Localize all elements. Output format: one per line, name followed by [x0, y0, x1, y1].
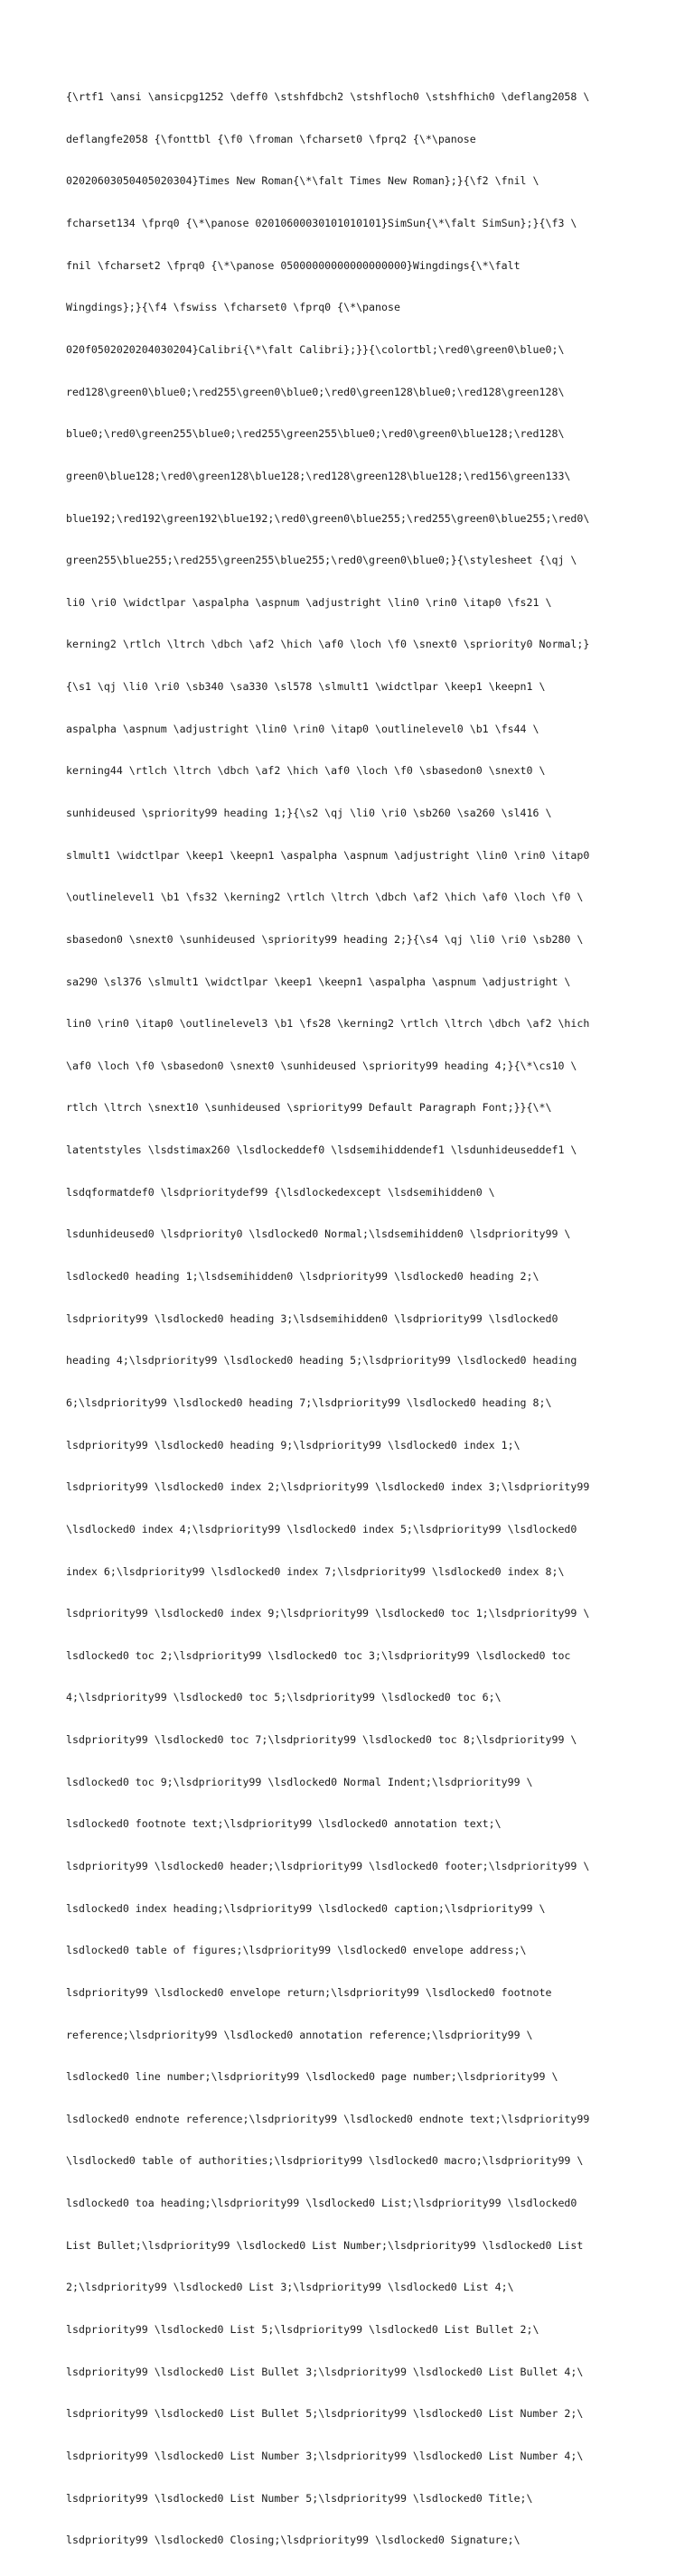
text-line: List Bullet;\lsdpriority99 \lsdlocked0 List Number;\lsdpriority99 \lsdlocked0 List — [66, 2238, 584, 2252]
text-line: \lsdlocked0 table of authorities;\lsdpriority99 \lsdlocked0 macro;\lsdpriority99 \ — [66, 2154, 584, 2168]
text-line: kerning2 \rtlch \ltrch \dbch \af2 \hich \af0 \loch \f0 \snext0 \spriority0 Normal;} — [66, 638, 590, 651]
text-line: \outlinelevel1 \b1 \fs32 \kerning2 \rtlch \ltrch \dbch \af2 \hich \af0 \loch \f0 \ — [66, 891, 584, 904]
text-line: 02020603050405020304}Times New Roman{\*\falt Times New Roman};}{\f2 \fnil \ — [66, 174, 539, 188]
text-line: lsdlocked0 table of figures;\lsdpriority99 \lsdlocked0 envelope address;\ — [66, 1944, 527, 1957]
text-line: 4;\lsdpriority99 \lsdlocked0 toc 5;\lsdpriority99 \lsdlocked0 toc 6;\ — [66, 1691, 502, 1704]
text-line: lsdpriority99 \lsdlocked0 List 5;\lsdpriority99 \lsdlocked0 List Bullet 2;\ — [66, 2323, 539, 2337]
text-line: red128\green0\blue0;\red255\green0\blue0;\red0\green128\blue0;\red128\green128\ — [66, 385, 565, 398]
text-line: lsdlocked0 toc 2;\lsdpriority99 \lsdlocked0 toc 3;\lsdpriority99 \lsdlocked0 toc — [66, 1648, 571, 1662]
text-line: slmult1 \widctlpar \keep1 \keepn1 \aspalpha \aspnum \adjustright \lin0 \rin0 \itap0 — [66, 848, 590, 862]
text-line: aspalpha \aspnum \adjustright \lin0 \rin0 \itap0 \outlinelevel0 \b1 \fs44 \ — [66, 722, 539, 735]
text-line: lsdunhideused0 \lsdpriority0 \lsdlocked0 Normal;\lsdsemihidden0 \lsdpriority99 \ — [66, 1227, 571, 1241]
text-line: lsdqformatdef0 \lsdprioritydef99 {\lsdlockedexcept \lsdsemihidden0 \ — [66, 1185, 495, 1199]
text-line: lsdpriority99 \lsdlocked0 Closing;\lsdpriority99 \lsdlocked0 Signature;\ — [66, 2534, 520, 2547]
text-line: sunhideused \spriority99 heading 1;}{\s2 \qj \li0 \ri0 \sb260 \sa260 \sl416 \ — [66, 806, 552, 819]
text-line: {\rtf1 \ansi \ansicpg1252 \deff0 \stshfdbch2 \stshfloch0 \stshfhich0 \deflang2058 \ — [66, 90, 590, 104]
text-line: blue192;\red192\green192\blue192;\red0\green0\blue255;\red255\green0\blue255;\red0\ — [66, 511, 590, 525]
text-line: lsdpriority99 \lsdlocked0 index 2;\lsdpriority99 \lsdlocked0 index 3;\lsdpriority99 — [66, 1480, 590, 1494]
text-line: lsdpriority99 \lsdlocked0 header;\lsdpriority99 \lsdlocked0 footer;\lsdpriority99 \ — [66, 1860, 590, 1872]
text-line: fnil \fcharset2 \fprq0 {\*\panose 05000000000000000000}Wingdings{\*\falt — [66, 258, 520, 272]
text-line: rtlch \ltrch \snext10 \sunhideused \spriority99 Default Paragraph Font;}}{\*\ — [66, 1101, 552, 1115]
text-line: lsdlocked0 endnote reference;\lsdpriority99 \lsdlocked0 endnote text;\lsdpriority99 — [66, 2112, 590, 2125]
text-line: lsdpriority99 \lsdlocked0 envelope return;\lsdpriority99 \lsdlocked0 footnote — [66, 1985, 552, 1999]
text-line: \af0 \loch \f0 \sbasedon0 \snext0 \sunhideused \spriority99 heading 4;}{\*\cs10 \ — [66, 1059, 577, 1072]
text-line: lsdlocked0 line number;\lsdpriority99 \lsdlocked0 page number;\lsdpriority99 \ — [66, 2070, 558, 2084]
text-line: lsdpriority99 \lsdlocked0 List Bullet 5;\lsdpriority99 \lsdlocked0 List Number 2;\ — [66, 2407, 584, 2421]
text-line: lsdpriority99 \lsdlocked0 heading 9;\lsdpriority99 \lsdlocked0 index 1;\ — [66, 1438, 520, 1451]
text-line: deflangfe2058 {\fonttbl {\f0 \froman \fcharset0 \fprq2 {\*\panose — [66, 132, 476, 145]
text-line: lsdlocked0 heading 1;\lsdsemihidden0 \lsdpriority99 \lsdlocked0 heading 2;\ — [66, 1270, 539, 1283]
text-line: li0 \ri0 \widctlpar \aspalpha \aspnum \adjustright \lin0 \rin0 \itap0 \fs21 \ — [66, 595, 552, 609]
text-line: 6;\lsdpriority99 \lsdlocked0 heading 7;\lsdpriority99 \lsdlocked0 heading 8;\ — [66, 1395, 552, 1409]
text-line: green0\blue128;\red0\green128\blue128;\red128\green128\blue128;\red156\green133\ — [66, 469, 571, 482]
text-line: fcharset134 \fprq0 {\*\panose 02010600030101010101}SimSun{\*\falt SimSun};}{\f3 \ — [66, 217, 577, 230]
text-line: blue0;\red0\green255\blue0;\red255\green255\blue0;\red0\green0\blue128;\red128\ — [66, 427, 565, 441]
text-line: lsdpriority99 \lsdlocked0 List Bullet 3;\lsdpriority99 \lsdlocked0 List Bullet 4;\ — [66, 2365, 584, 2378]
text-line: sbasedon0 \snext0 \sunhideused \spriority99 heading 2;}{\s4 \qj \li0 \ri0 \sb280 \ — [66, 932, 584, 946]
text-line: reference;\lsdpriority99 \lsdlocked0 annotation reference;\lsdpriority99 \ — [66, 2028, 533, 2041]
text-line: lsdpriority99 \lsdlocked0 heading 3;\lsdsemihidden0 \lsdpriority99 \lsdlocked0 — [66, 1311, 558, 1325]
rtf-source-text — [66, 62, 644, 2576]
text-line: sa290 \sl376 \slmult1 \widctlpar \keep1 \keepn1 \aspalpha \aspnum \adjustright \ — [66, 975, 571, 988]
text-line: kerning44 \rtlch \ltrch \dbch \af2 \hich \af0 \loch \f0 \sbasedon0 \snext0 \ — [66, 764, 546, 778]
text-line: 020f0502020204030204}Calibri{\*\falt Calibri};}}{\colortbl;\red0\green0\blue0;\ — [66, 342, 565, 356]
text-line: lsdpriority99 \lsdlocked0 toc 7;\lsdpriority99 \lsdlocked0 toc 8;\lsdpriority99 \ — [66, 1733, 577, 1747]
text-line: latentstyles \lsdstimax260 \lsdlockeddef0 \lsdsemihiddendef1 \lsdunhideuseddef1 \ — [66, 1143, 577, 1157]
text-line: green255\blue255;\red255\green255\blue255;\red0\green0\blue0;}{\stylesheet {\qj \ — [66, 554, 577, 567]
text-line: lsdlocked0 toc 9;\lsdpriority99 \lsdlocked0 Normal Indent;\lsdpriority99 \ — [66, 1775, 533, 1788]
text-line: lsdlocked0 index heading;\lsdpriority99 \lsdlocked0 caption;\lsdpriority99 \ — [66, 1901, 546, 1915]
text-line: lsdpriority99 \lsdlocked0 List Number 3;\lsdpriority99 \lsdlocked0 List Number 4;\ — [66, 2449, 584, 2462]
text-line: lsdlocked0 footnote text;\lsdpriority99 \lsdlocked0 annotation text;\ — [66, 1817, 502, 1831]
text-line: {\s1 \qj \li0 \ri0 \sb340 \sa330 \sl578 \slmult1 \widctlpar \keep1 \keepn1 \ — [66, 680, 546, 694]
text-line: Wingdings};}{\f4 \fswiss \fcharset0 \fprq0 {\*\panose — [66, 301, 400, 314]
text-line: lsdpriority99 \lsdlocked0 List Number 5;\lsdpriority99 \lsdlocked0 Title;\ — [66, 2491, 533, 2505]
text-line: lin0 \rin0 \itap0 \outlinelevel3 \b1 \fs28 \kerning2 \rtlch \ltrch \dbch \af2 \hich — [66, 1017, 590, 1031]
text-line: \lsdlocked0 index 4;\lsdpriority99 \lsdlocked0 index 5;\lsdpriority99 \lsdlocked0 — [66, 1522, 577, 1535]
text-line: lsdlocked0 toa heading;\lsdpriority99 \lsdlocked0 List;\lsdpriority99 \lsdlocked0 — [66, 2197, 577, 2210]
text-line: 2;\lsdpriority99 \lsdlocked0 List 3;\lsdpriority99 \lsdlocked0 List 4;\ — [66, 2281, 514, 2294]
text-line: heading 4;\lsdpriority99 \lsdlocked0 heading 5;\lsdpriority99 \lsdlocked0 heading — [66, 1354, 577, 1367]
text-line: lsdpriority99 \lsdlocked0 index 9;\lsdpriority99 \lsdlocked0 toc 1;\lsdpriority99 \ — [66, 1607, 590, 1620]
text-line: index 6;\lsdpriority99 \lsdlocked0 index 7;\lsdpriority99 \lsdlocked0 index 8;\ — [66, 1564, 565, 1578]
